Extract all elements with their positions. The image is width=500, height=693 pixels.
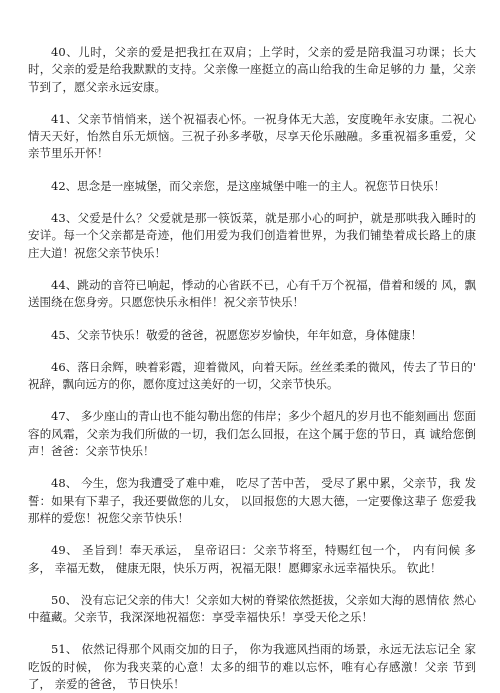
paragraph-49: 49、 圣旨到！奉天承运， 皇帝诏曰：父亲节将至，特赐红包一个， 内有问候 多 多， 幸福无数， 健康无限，快乐万两，祝福无限！愿卿家永远幸福快乐。 钦此！ [28,543,476,575]
paragraph-45: 45、父亲节快乐！敬爱的爸爸，祝愿您岁岁愉快，年年如意，身体健康！ [51,327,423,342]
paragraph-43: 43、父爱是什么？父爱就是那一筷饭菜，就是那小心的呵护，就是那哄我入睡时的安详。每一个父亲都是奇迹，他们用爱为我们创造着世界，为我们铺垫着成长路上的康庄大道！祝您父亲节快乐！ [28,211,476,260]
paragraph-48: 48、 今生，您为我遭受了难中难， 吃尽了苦中苦， 受尽了累中累，父亲节，我 发誓：如果有下辈子，我还要做您的儿女， 以回报您的大恩大德，一定要像这辈子 您爱我那样的爱您！祝您父亲节快乐！ [28,476,476,525]
paragraph-51: 51、 依然记得那个风雨交加的日子， 你为我遮风挡雨的场景，永远无法忘记全 家吃饭的时候， 你为我夹菜的心意！太多的细节的难以忘怀，唯有心存感激！父亲 节到了， 亲爱的爸爸， 节日快乐！ [28,642,476,692]
paragraph-47: 47、 多少座山的青山也不能勾勒出您的伟岸；多少个超凡的岁月也不能刻画出 您面容的风霜，父亲为我们所做的一切，我们怎么回报，在这个属于您的节日，真 诚给您倒声！爸爸：父亲节快乐！ [28,409,476,459]
paragraph-42: 42、思念是一座城堡，而父亲您，是这座城堡中唯一的主人。祝您节日快乐！ [51,178,446,193]
paragraph-46: 46、落日余辉，映着彩霞，迎着微风，向着天际。丝丝柔柔的微风，传去了节日的' 祝辞，飘向远方的你，愿你度过这美好的一切，父亲节快乐。 [28,359,476,392]
document-body [28,44,476,693]
paragraph-50: 50、 没有忘记父亲的伟大！父亲如大树的脊梁依然挺拔，父亲如大海的恩情依 然心中蕴藏。父亲节，我深深地祝福您：享受幸福快乐！享受天伦之乐！ [28,592,476,625]
paragraph-41: 41、父亲节悄悄来，送个祝福表心怀。一祝身体无大恙，安度晚年永安康。二祝心情天天好，怡然自乐无烦恼。三祝子孙多孝敬，尽享天伦乐融融。多重祝福多重爱，父亲节里乐开怀！ [28,111,476,161]
paragraph-44: 44、跳动的音符已响起，悸动的心省跃不已，心有千万个祝福，借着和缓的 风，飘送围绕在您身旁。只愿您快乐永相伴！祝父亲节快乐！ [28,277,476,310]
paragraph-40: 40、儿时，父亲的爱是把我扛在双肩；上学时，父亲的爱是陪我温习功课；长大时，父亲的爱是给我默默的支持。父亲像一座挺立的高山给我的生命足够的力 量，父亲节到了，愿父亲永远安康。 [28,45,476,94]
